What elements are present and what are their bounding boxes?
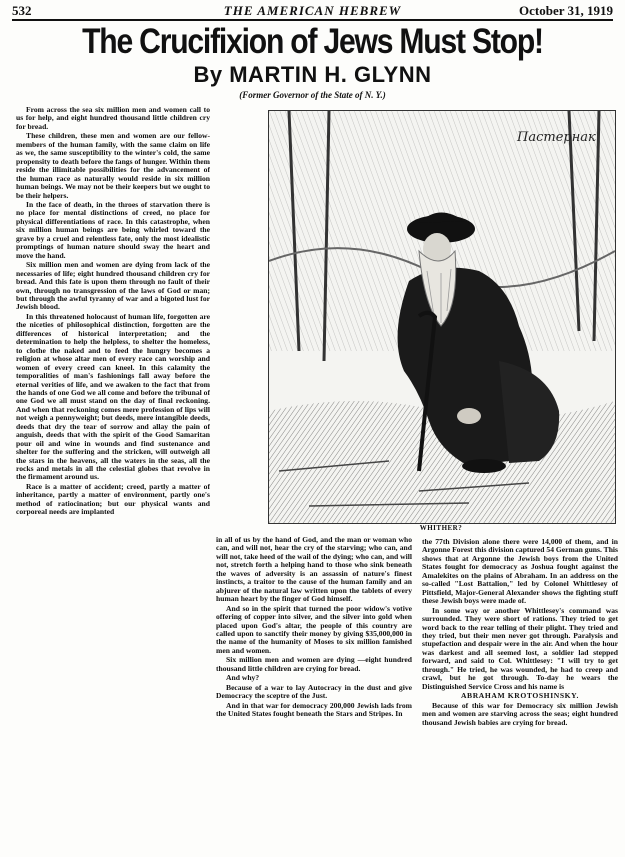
paragraph: in all of us by the hand of God, and the man or woman who can, and will not, hear the cry of the starving; who can, and will not, take heed of the wail of the dying; who can, and will not, stretch forth a helping hand to those who sink beneath the waves of adversity is an assassin of nature's finest instincts, a traitor to the cause of the human family and an abjurer of the natural law written upon the tablets of every human heart by the finger of God himself.: [216, 536, 412, 604]
paragraph: Six million men and women are dying —eight hundred thousand little children are crying for bread.: [216, 655, 412, 673]
page-header: [12, 3, 613, 19]
header-rule: [12, 19, 613, 21]
paragraph: In some way or another Whittlesey's command was surrounded. They were short of rations. They tried to get word back to the rear telling of their plight. They tried and they tried, but their men never got through. Paralysis and stupefaction and despair were in the air. And when the hour was darkest and all seemed lost, a soldier lad stepped forward, and said to Col. Whittlesey: "I will try to get through." He tried, he was wounded, he had to creep and crawl, but he got through. To-day he wears the Distinguished Service Cross and his name is: [422, 605, 618, 691]
article-column-3: [422, 538, 618, 856]
page-number: 532: [12, 3, 32, 18]
paragraph: In the face of death, in the throes of starvation there is no place for mental distinctions of creed, no place for physical differentiations of race. In this catastrophe, when six million human beings are being whirled toward the grave by a cruel and relentless fate, only the most idealistic promptings of human nature should sway the heart and move the hand.: [16, 199, 210, 260]
paragraph: From across the sea six million men and women call to us for help, and eight hundred thousand little children cry for bread.: [16, 106, 210, 131]
illustration-caption: WHITHER?: [419, 524, 463, 532]
paragraph: the 77th Division alone there were 14,000 of them, and in Argonne Forest this division captured 54 German guns. This shows that at Argonne the Jewish boys from the United States fought for democracy as Joshua fought against the Amalekites on the plains of Abraham. In an address on the so-called "Lost Battalion," led by Colonel Whittlesey of Pittsfield, Major-General Alexander shows the fighting stuff these Jewish boys were made of.: [422, 538, 618, 606]
paragraph: In this threatened holocaust of human life, forgotten are the niceties of philosophical distinction, forgotten are the differences of historical interpretation; and the determination to help the helpless, to shelter the homeless, to clothe the naked and to feed the hungry becomes a religion at whose altar men of every race can worship and women of every creed can kneel. In this calamity the temporalities of man's fashionings fall away before the eternal verities of life, and we awaken to the fact that from the hands of one God we all come and before the tribunal of one God we all must stand on the day of final reckoning. And when that reckoning comes mere profession of lips will not weigh a pennyweight; but deeds, mere intangible deeds, deeds that dry the tear of sorrow and allay the pain of anguish, deeds that with the spirit of the Good Samaritan pour oil and wine in wounds and find sustenance and shelter for the suffering and the stricken, will outweigh all the stars in the heavens, all the waters in the seas, all the rocks and metals in all the celestial globes that revolve in the firmament around us.: [16, 311, 210, 482]
article-title: The Crucifixion of Jews Must Stop!: [82, 22, 543, 61]
paragraph: Six million men and women are dying from lack of the necessaries of life; eight hundred thousand children cry for bread. And this fate is upon them through no fault of their own, through no transgression of the laws of God or man; but through the awful tyranny of war and a bigoted lust for Jewish blood.: [16, 260, 210, 312]
illustration-frame: [268, 110, 616, 524]
author-note: (Former Governor of the State of N. Y.): [239, 90, 386, 100]
paragraph: And why?: [226, 673, 260, 683]
paragraph: Because of this war for Democracy six million Jewish men and women are starving across the seas; eight hundred thousand Jewish babies are crying for bread.: [422, 700, 618, 727]
old-man-illustration: [269, 111, 615, 523]
paragraph: Because of a war to lay Autocracy in the dust and give Democracy the sceptre of the Just.: [216, 682, 412, 701]
paragraph: And in that war for democracy 200,000 Jewish lads from the United States fought beneath the Stars and Stripes. In: [216, 700, 412, 719]
soldier-name: ABRAHAM KROTOSHINSKY.: [460, 691, 580, 701]
paragraph: These children, these men and women are our fellow-members of the human family, with the same claim on life as we, the same susceptibility to the winter's cold, the same propensity to death before the fangs of hunger. Within them reside the illimitable possibilities for the advancement of the human race as naturally would reside in six million human beings. We may not be their keepers but we ought to be their helpers.: [16, 131, 210, 200]
paragraph: Race is a matter of accident; creed, partly a matter of inheritance, partly a matter of environment, partly one's method of ratiocination; but our physical wants and corporeal needs are implanted: [16, 481, 210, 517]
masthead: THE AMERICAN HEBREW: [223, 3, 402, 18]
article-column-1: [16, 106, 210, 856]
article-byline: By MARTIN H. GLYNN: [193, 62, 432, 87]
issue-date: October 31, 1919: [519, 3, 613, 18]
illustrator-signature: Пастернак: [517, 130, 596, 145]
paragraph: And so in the spirit that turned the poor widow's votive offering of copper into silver, and the silver into gold when placed upon God's altar, the people of this country are called upon to sanctify their money by giving $35,000,000 in the name of the humanity of Moses to six million famished men and women.: [216, 603, 412, 655]
article-column-2: [216, 536, 412, 856]
